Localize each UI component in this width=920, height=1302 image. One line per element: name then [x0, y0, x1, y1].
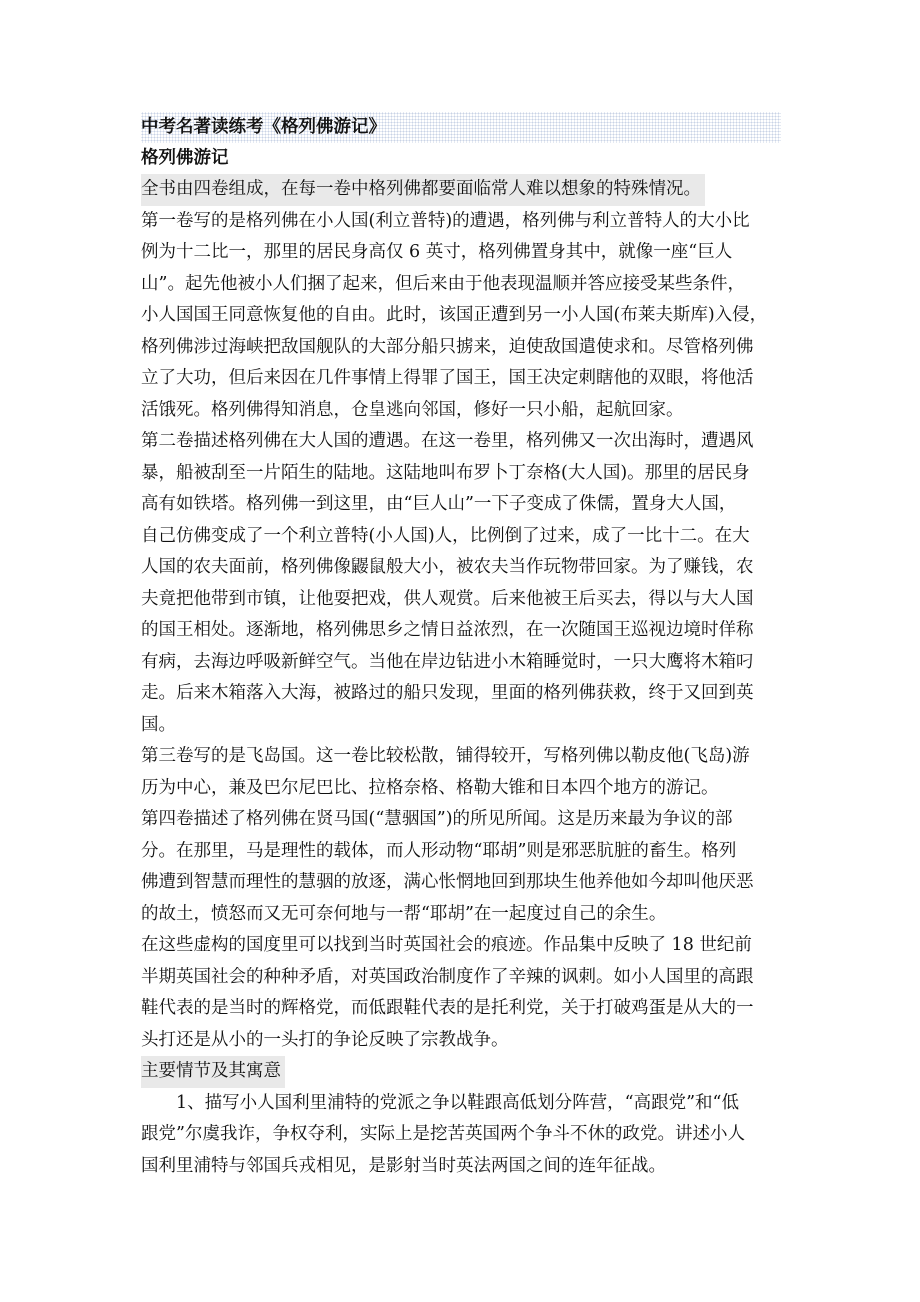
paragraph-line: 鞋代表的是当时的辉格党，而低跟鞋代表的是托利党，关于打破鸡蛋是从大的一 [141, 998, 754, 1018]
paragraph-line: 的故土，愤怒而又无可奈何地与一帮“耶胡”在一起度过自己的余生。 [141, 903, 667, 924]
paragraph-line: 有病，去海边呼吸新鲜空气。当他在岸边钻进小木箱睡觉时，一只大鹰将木箱叼 [141, 651, 754, 672]
volume-3-paragraph [141, 741, 781, 804]
paragraph-line: 山”。起先他被小人们捆了起来，但后来由于他表现温顺并答应接受某些条件， [141, 273, 745, 294]
summary-paragraph [141, 930, 781, 1056]
paragraph-line: 格列佛涉过海峡把敌国舰队的大部分船只掳来，迫使敌国遣使求和。尽管格列佛 [141, 336, 754, 357]
paragraph-line: 第一卷写的是格列佛在小人国(利立普特)的遭遇，格列佛与利立普特人的大小比 [141, 210, 750, 231]
plot-heading: 主要情节及其寓意 [141, 1056, 285, 1088]
volume-4-paragraph [141, 804, 781, 930]
paragraph-line: 立了大功，但后来因在几件事情上得罪了国王，国王决定刺瞎他的双眼，将他活 [141, 368, 754, 388]
paragraph-line: 暴，船被刮至一片陌生的陆地。这陆地叫布罗卜丁奈格(大人国)。那里的居民身 [141, 462, 750, 483]
paragraph-line: 活饿死。格列佛得知消息，仓皇逃向邻国，修好一只小船，起航回家。 [141, 399, 684, 420]
paragraph-line: 跟党”尔虞我诈，争权夺利，实际上是挖苦英国两个争斗不休的政党。讲述小人 [141, 1124, 745, 1144]
intro-sentence: 全书由四卷组成，在每一卷中格列佛都要面临常人难以想象的特殊情况。 [141, 174, 705, 206]
paragraph-line: 的国王相处。逐渐地，格列佛思乡之情日益浓烈，在一次随国王巡视边境时佯称 [141, 620, 754, 640]
paragraph-line: 半期英国社会的种种矛盾，对英国政治制度作了辛辣的讽刺。如小人国里的高跟 [141, 966, 754, 987]
paragraph-line: 历为中心，兼及巴尔尼巴比、拉格奈格、格勒大锥和日本四个地方的游记。 [141, 777, 719, 798]
paragraph-line: 第二卷描述格列佛在大人国的遭遇。在这一卷里，格列佛又一次出海时，遭遇风 [141, 431, 754, 451]
paragraph-line: 小人国国王同意恢复他的自由。此时，该国正遭到另一小人国(布莱夫斯库)入侵， [141, 305, 768, 325]
document-body [141, 112, 781, 1182]
volume-1-paragraph [141, 206, 781, 427]
paragraph-line: 在这些虚构的国度里可以找到当时英国社会的痕迹。作品集中反映了 18 世纪前 [141, 935, 752, 955]
paragraph-line: 第三卷写的是飞岛国。这一卷比较松散，铺得较开，写格列佛以勒皮他(飞岛)游 [141, 746, 750, 766]
paragraph-line: 人国的农夫面前，格列佛像鼹鼠般大小，被农夫当作玩物带回家。为了赚钱，农 [141, 557, 754, 577]
volume-2-paragraph [141, 426, 781, 741]
plot-1-paragraph [141, 1088, 781, 1183]
paragraph-line: 夫竟把他带到市镇，让他耍把戏，供人观赏。后来他被王后买去，得以与大人国 [141, 588, 754, 609]
paragraph-line: 国利里浦特与邻国兵戎相见，是影射当时英法两国之间的连年征战。 [141, 1155, 666, 1176]
paragraph-line: 例为十二比一，那里的居民身高仅 6 英寸，格列佛置身其中，就像一座“巨人 [141, 242, 733, 262]
paragraph-line: 第四卷描述了格列佛在贤马国(“慧骃国”)的所见所闻。这是历来最为争议的部 [141, 809, 733, 829]
paragraph-line: 自己仿佛变成了一个利立普特(小人国)人，比例倒了过来，成了一比十二。在大 [141, 525, 750, 546]
paragraph-line: 国。 [141, 714, 176, 735]
paragraph-line: 高有如铁塔。格列佛一到这里，由“巨人山”一下子变成了侏儒，置身大人国， [141, 494, 737, 514]
book-title: 格列佛游记 [141, 148, 229, 168]
paragraph-line: 1、描写小人国利里浦特的党派之争以鞋跟高低划分阵营，“高跟党”和“低 [176, 1092, 739, 1113]
paragraph-line: 佛遭到智慧而理性的慧骃的放逐，满心怅惘地回到那块生他养他如今却叫他厌恶 [141, 872, 754, 892]
paragraph-line: 分。在那里，马是理性的载体，而人形动物“耶胡”则是邪恶肮脏的畜生。格列 [141, 840, 737, 861]
document-title: 中考名著读练考《格列佛游记》 [141, 112, 781, 143]
paragraph-line: 头打还是从小的一头打的争论反映了宗教战争。 [141, 1029, 509, 1050]
paragraph-line: 走。后来木箱落入大海，被路过的船只发现，里面的格列佛获救，终于又回到英 [141, 683, 754, 703]
